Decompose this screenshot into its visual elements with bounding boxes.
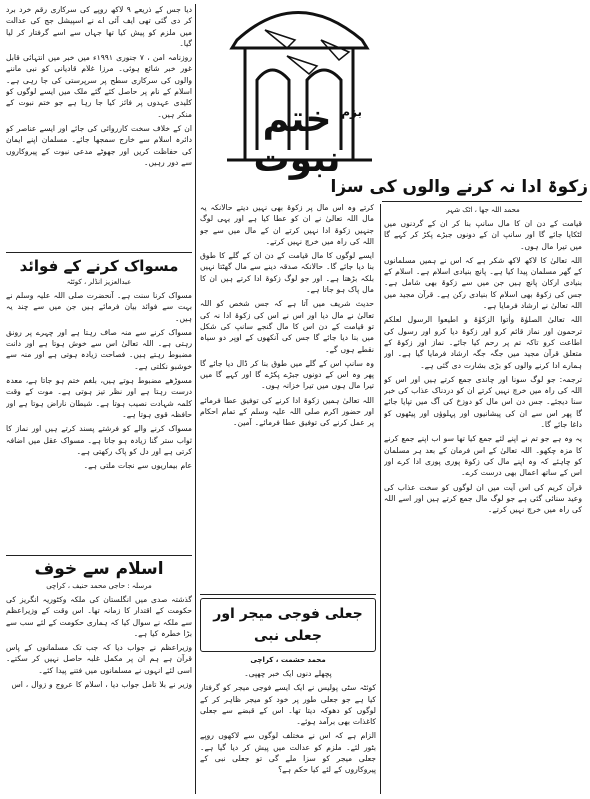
paragraph: حدیث شریف میں آتا ہے کہ جس شخص کو اللہ تعالیٰ نے مال دیا اور اس نے اس کی زکوۃ ادا نہ کی تو قیامت کے دن اس کا مال گنجے سانپ کی شکل میں بنا دیا جائے گا جس کی آنکھوں کے اوپر دو سیاہ نقطے ہوں گے۔ — [200, 299, 374, 354]
paragraph: گذشتہ صدی میں انگلستان کی ملکہ وکٹوریہ انگریز کی حکومت کے اقتدار کا زمانہ تھا۔ اس وقت کے وزیراعظم سے ملکہ نے سوال کیا کہ ہماری حکومت کے لئے سب سے بڑا خطرہ کیا ہے۔ — [6, 595, 192, 638]
main-article-col-left — [200, 202, 374, 592]
section-rule — [6, 252, 192, 253]
paragraph: ایسے لوگوں کا مال قیامت کے دن ان کے گلے کا طوق بنا دیا جائے گا۔ حالانکہ صدقہ دینے سے مال گھٹتا نہیں بلکہ بڑھتا ہے۔ اور جو لوگ زکوۃ ادا کرتے ہیں ان کا مال پاک ہو جاتا ہے۔ — [200, 251, 374, 295]
paragraph: قیامت کے دن ان کا مال سانپ بنا کر ان کے گردنوں میں لٹکایا جائے گا اور سانپ ان کے دونوں جبڑے پکڑ کر کہے گا میں تیرا مال ہوں۔ — [384, 219, 582, 251]
paragraph: کوئٹہ سٹی پولیس نے ایک ایسے فوجی میجر کو گرفتار کیا ہے جو جعلی طور پر خود کو میجر ظاہر کر کے لوگوں کو دھوکہ دیتا تھا۔ اس کے قبضے سے جعلی کاغذات بھی برآمد ہوئے۔ — [200, 683, 376, 727]
paragraph: ترجمہ: جو لوگ سونا اور چاندی جمع کرتے ہیں اور اس کو اللہ کی راہ میں خرچ نہیں کرتے ان کو دردناک عذاب کی خبر سنا دیجئے۔ جس دن اس مال کو دوزخ کی آگ میں تپایا جائے گا پھر اس سے ان کی پیشانیوں اور پہلوؤں اور پیٹھوں کو داغا جائے گا۔ — [384, 374, 582, 430]
paragraph: الزام ہے کہ اس نے مختلف لوگوں سے لاکھوں روپے بٹور لئے۔ ملزم کو عدالت میں پیش کر دیا گیا ہے۔ جعلی میجر کو سزا ملے گی تو جعلی نبی کے پیروکاروں کے لئے کیا حکم ہے؟ — [200, 731, 376, 775]
jaali-title-box — [200, 598, 376, 652]
jaali-title: جعلی فوجی میجر اور جعلی نبی — [213, 606, 363, 644]
section-rule — [6, 555, 192, 556]
paragraph: روزنامہ امن ، ۷ جنوری ۱۹۹۱ء میں خبر میں انتہائی قابل غور خبر شائع ہوئی۔ مرزا غلام قادیانی کو نبی ماننے والوں کی سرکاری سطح پر سرپرستی کی جا رہی ہے۔ اسلام کے نام پر حاصل کئے گئے ملک میں ایسے لوگوں کو کلیدی عہدوں پر فائز کیا جا رہا ہے جو ختم نبوت کے منکر ہیں۔ — [6, 53, 192, 119]
masthead-title: ختم نبوت — [253, 99, 341, 180]
paragraph: یہ وہ ہے جو تم نے اپنے لئے جمع کیا تھا سو اب اپنے جمع کرنے کا مزہ چکھو۔ اللہ تعالیٰ کے اس فرمان کے بعد ہر مسلمان کو چاہئے کہ وہ اپنے مال کی زکوۃ پوری پوری ادا کرے اور اس کے ساتھ اعمال بھی درست کرے۔ — [384, 434, 582, 478]
islam-article — [6, 558, 192, 794]
column-divider — [195, 4, 196, 794]
section-rule — [200, 594, 376, 595]
paragraph: ان کے خلاف سخت کارروائی کی جائے اور ایسے عناصر کو دائرہ اسلام سے خارج سمجھا جائے۔ مسلمان اپنے ایمان کی حفاظت کریں اور جھوٹے مدعی نبوت کے پیروکاروں سے دور رہیں۔ — [6, 123, 192, 167]
paragraph: قرآن کریم کی اس آیت میں ان لوگوں کو سخت عذاب کی وعید سنائی گئی ہے جو لوگ مال جمع کرتے ہیں اور اسے اللہ کی راہ میں خرچ نہیں کرتے۔ — [384, 482, 582, 515]
column-divider — [380, 204, 381, 794]
miswak-byline: عبدالعزیز انڈلر ، کوئٹہ — [66, 278, 132, 286]
paragraph: مسواک کرنے سے منہ صاف رہتا ہے اور چہرے پر رونق رہتی ہے۔ اللہ تعالیٰ اس سے خوش ہوتا ہے اور دانت مضبوط رہتے ہیں۔ فصاحت زیادہ ہوتی ہے اور منہ سے خوشبو نکلتی ہے۔ — [6, 327, 192, 371]
paragraph: اللہ تعالیٰ ہمیں زکوۃ ادا کرنے کی توفیق عطا فرمائے اور حضور اکرم صلی اللہ علیہ وسلم کے تمام احکام پر عمل کرنے کی توفیق عطا فرمائے۔ آمین۔ — [200, 395, 374, 428]
paragraph: اللہ تعالیٰ الصلوٰۃ واٰتوا الزکوٰۃ و اطیعوا الرسول لعلکم ترحمون اور نماز قائم کرو اور زکوۃ دیا کرو اور رسول کی اطاعت کرو تاکہ تم پر رحم کیا جائے۔ نماز اور زکوۃ کے متعلق قرآن مجید میں جگہ جگہ ارشاد فرمایا گیا ہے۔ اور ہمارے ادا کرنے والوں کو بڑی بشارت دی گئی ہے۔ — [384, 315, 582, 370]
jaali-article — [200, 598, 376, 794]
main-article-title: زکوۃ ادا نہ کرنے والوں کی سزا — [330, 177, 588, 197]
masthead — [217, 0, 377, 202]
paragraph: وہ سانپ اس کے گلے میں طوق بنا کر ڈال دیا جائے گا پھر وہ اس کے دونوں جبڑے پکڑے گا اور کہے گا میں تیرا مال ہوں میں تیرا خزانہ ہوں۔ — [200, 358, 374, 391]
islam-title: اسلام سے خوف — [34, 559, 164, 579]
islam-byline: مرسلہ : حاجی محمد حنیف ، کراچی — [46, 582, 152, 590]
paragraph: اللہ تعالیٰ کا لاکھ لاکھ شکر ہے کہ اس نے ہمیں مسلمانوں کے گھر مسلمان پیدا کیا ہے۔ پانچ بنیادی اسلام ہے۔ اسلام کے بنیادی ارکان پانچ ہیں جن میں سے زکوۃ بھی شامل ہے۔ جس کی زکوۃ بھی اسلام کا بنیادی رکن ہے۔ قرآن مجید میں اللہ تعالیٰ نے ارشاد فرمایا ہے۔ — [384, 255, 582, 311]
paragraph: مسواک کرنا سنت ہے۔ آنحضرت صلی اللہ علیہ وسلم نے بہت سے فوائد بیان فرمائے ہیں جن میں سے چند یہ ہیں۔ — [6, 291, 192, 323]
jaali-byline: محمد حشمت ، کراچی — [250, 656, 326, 664]
title-underline — [382, 201, 582, 202]
miswak-article — [6, 256, 192, 551]
paragraph: مسوڑھے مضبوط ہوتے ہیں، بلغم ختم ہو جاتا ہے، معدہ درست رہتا ہے اور نظر تیز ہوتی ہے۔ موت کے وقت کلمہ شہادت نصیب ہوتا ہے۔ شیطان ناراض ہوتا ہے اور حافظہ قوی ہوتا ہے۔ — [6, 376, 192, 419]
masthead-prefix: بزم — [341, 105, 362, 119]
main-article-byline: محمد اللہ جھا ، اٹک شہر — [446, 206, 520, 214]
top-left-news — [6, 4, 192, 249]
paragraph: کرتے وہ اس مال پر زکوۃ بھی نہیں دیتے حالانکہ یہ مال اللہ تعالیٰ نے ان کو عطا کیا ہے اور یہی لوگ جنہیں زکوۃ ادا نہیں کرتے ان کے مال میں سے جو اللہ کی راہ میں خرچ نہیں کرتے۔ — [200, 203, 374, 246]
main-article-col-right — [384, 218, 582, 793]
paragraph: مسواک کرنے والے کو فرشتے پسند کرتے ہیں اور نماز کا ثواب ستر گنا زیادہ ہو جاتا ہے۔ مسواک عقل میں اضافہ کرتی ہے اور دل کو پاک رکھتی ہے۔ — [6, 424, 192, 456]
paragraph: وزیراعظم نے جواب دیا کہ جب تک مسلمانوں کے پاس قرآن ہے ہم ان پر مکمل غلبہ حاصل نہیں کر سکتے۔ اسی لئے انہوں نے مسلمانوں میں فتنے پیدا کئے۔ — [6, 643, 192, 675]
paragraph: وزیر نے بلا تامل جواب دیا ، اسلام کا عروج و زوال ، اس — [11, 680, 192, 690]
miswak-title: مسواک کرنے کے فوائد — [19, 257, 179, 275]
paragraph: پچھلے دنوں ایک خبر چھپی۔ — [244, 669, 332, 678]
paragraph: عام بیماریوں سے نجات ملتی ہے۔ — [83, 461, 192, 471]
paragraph: دیا جس کے ذریعے ۹ لاکھ روپے کی سرکاری رقم خرد برد کر دی گئی تھی ایف آئی اے نے اسپیشل جج کی عدالت میں ملزم کو پیش کیا تھا جہاں سے اسے گرفتار کر لیا گیا۔ — [6, 5, 192, 48]
